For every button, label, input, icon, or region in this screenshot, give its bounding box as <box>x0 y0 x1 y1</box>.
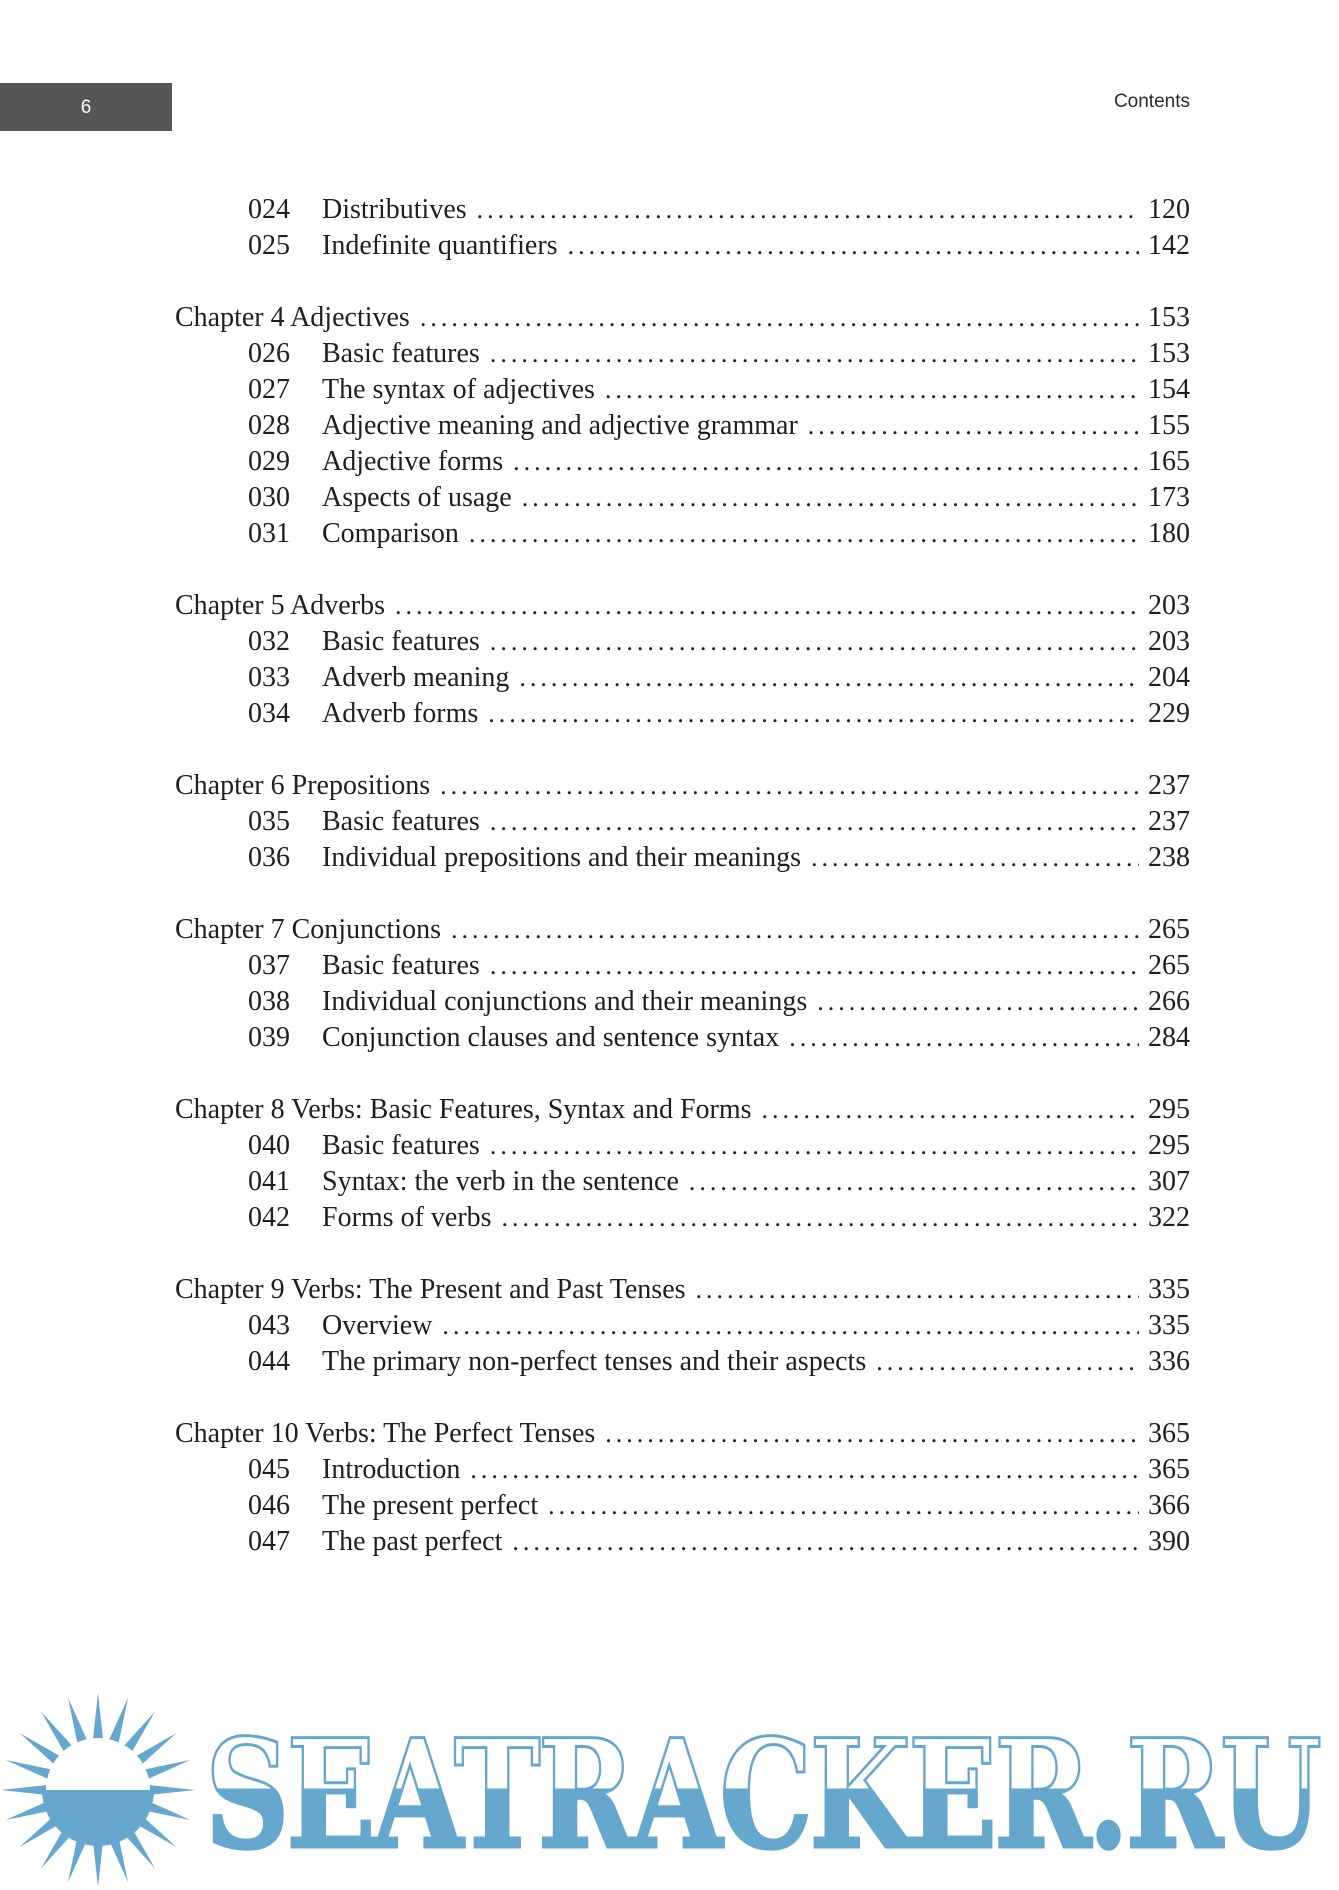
entry-number: 029 <box>248 446 290 477</box>
toc-section <box>175 588 1190 732</box>
dot-leader <box>420 300 1139 336</box>
toc-entry-row <box>175 444 1190 480</box>
entry-title: The present perfect <box>322 1490 539 1521</box>
entry-number: 034 <box>248 698 290 729</box>
entry-number: 035 <box>248 806 290 837</box>
toc-entry-row <box>175 1308 1190 1344</box>
toc-chapter-row <box>175 912 1190 948</box>
entry-title: Indefinite quantifiers <box>322 230 558 261</box>
entry-number: 046 <box>248 1490 290 1521</box>
entry-page-number: 295 <box>1148 1130 1190 1161</box>
dot-leader <box>519 660 1139 696</box>
dot-leader <box>470 1452 1139 1488</box>
entry-page-number: 365 <box>1148 1418 1190 1449</box>
dot-leader <box>469 516 1139 552</box>
entry-page-number: 204 <box>1148 662 1190 693</box>
entry-page-number: 203 <box>1148 626 1190 657</box>
entry-page-number: 153 <box>1148 338 1190 369</box>
entry-page-number: 238 <box>1148 842 1190 873</box>
toc-chapter-row <box>175 588 1190 624</box>
entry-page-number: 295 <box>1148 1094 1190 1125</box>
entry-number: 028 <box>248 410 290 441</box>
entry-title: Individual prepositions and their meanings <box>322 842 802 873</box>
dot-leader <box>490 804 1139 840</box>
entry-number: 025 <box>248 230 290 261</box>
entry-number: 043 <box>248 1310 290 1341</box>
toc-entry-row <box>175 804 1190 840</box>
dot-leader <box>762 1092 1139 1128</box>
dot-leader <box>490 336 1139 372</box>
toc-entry-row <box>175 840 1190 876</box>
entry-number: 040 <box>248 1130 290 1161</box>
entry-title: Conjunction clauses and sentence syntax <box>322 1022 780 1053</box>
entry-number: 039 <box>248 1022 290 1053</box>
entry-number: 032 <box>248 626 290 657</box>
dot-leader <box>451 912 1139 948</box>
toc-entry-row <box>175 1128 1190 1164</box>
dot-leader <box>811 840 1139 876</box>
dot-leader <box>522 480 1139 516</box>
toc-entry-row <box>175 480 1190 516</box>
entry-page-number: 154 <box>1148 374 1190 405</box>
entry-title: Basic features <box>322 1130 480 1161</box>
dot-leader <box>512 1524 1139 1560</box>
toc-chapter-row <box>175 1416 1190 1452</box>
watermark <box>0 1680 1339 1890</box>
dot-leader <box>442 1308 1139 1344</box>
watermark-text: SEATRACKER.RU <box>205 1708 1339 1883</box>
chapter-title: Chapter 7 Conjunctions <box>175 914 441 945</box>
entry-number: 045 <box>248 1454 290 1485</box>
entry-title: Aspects of usage <box>322 482 512 513</box>
entry-title: The primary non-perfect tenses and their aspects <box>322 1346 867 1377</box>
dot-leader <box>395 588 1139 624</box>
toc-section <box>175 912 1190 1056</box>
dot-leader <box>490 948 1139 984</box>
entry-page-number: 237 <box>1148 770 1190 801</box>
entry-number: 044 <box>248 1346 290 1377</box>
entry-number: 024 <box>248 194 290 225</box>
chapter-title: Chapter 5 Adverbs <box>175 590 385 621</box>
dot-leader <box>876 1344 1139 1380</box>
dot-leader <box>605 1416 1139 1452</box>
toc-entry-row <box>175 1020 1190 1056</box>
toc-entry-row <box>175 624 1190 660</box>
dot-leader <box>808 408 1139 444</box>
entry-title: Basic features <box>322 950 480 981</box>
entry-number: 031 <box>248 518 290 549</box>
toc-section <box>175 300 1190 552</box>
entry-page-number: 266 <box>1148 986 1190 1017</box>
dot-leader <box>502 1200 1139 1236</box>
dot-leader <box>513 444 1139 480</box>
toc-entry-row <box>175 408 1190 444</box>
dot-leader <box>488 696 1139 732</box>
entry-page-number: 173 <box>1148 482 1190 513</box>
toc-chapter-row <box>175 300 1190 336</box>
dot-leader <box>696 1272 1139 1308</box>
entry-title: Adverb forms <box>322 698 479 729</box>
entry-number: 038 <box>248 986 290 1017</box>
toc-section <box>175 768 1190 876</box>
entry-title: Introduction <box>322 1454 461 1485</box>
entry-page-number: 165 <box>1148 446 1190 477</box>
entry-title: Adverb meaning <box>322 662 510 693</box>
entry-page-number: 155 <box>1148 410 1190 441</box>
dot-leader <box>477 192 1139 228</box>
entry-page-number: 265 <box>1148 914 1190 945</box>
chapter-title: Chapter 6 Prepositions <box>175 770 431 801</box>
toc-entry-row <box>175 372 1190 408</box>
dot-leader <box>548 1488 1139 1524</box>
entry-title: Basic features <box>322 806 480 837</box>
entry-page-number: 390 <box>1148 1526 1190 1557</box>
entry-page-number: 265 <box>1148 950 1190 981</box>
entry-page-number: 365 <box>1148 1454 1190 1485</box>
page-number: 6 <box>80 96 92 118</box>
dot-leader <box>490 624 1139 660</box>
entry-page-number: 180 <box>1148 518 1190 549</box>
entry-title: Syntax: the verb in the sentence <box>322 1166 679 1197</box>
entry-page-number: 307 <box>1148 1166 1190 1197</box>
toc-entry-row <box>175 228 1190 264</box>
toc-entry-row <box>175 336 1190 372</box>
chapter-title: Chapter 9 Verbs: The Present and Past Tenses <box>175 1274 686 1305</box>
dot-leader <box>605 372 1139 408</box>
running-header: Contents <box>1113 91 1190 112</box>
toc-entry-row <box>175 1488 1190 1524</box>
entry-title: Distributives <box>322 194 467 225</box>
toc-section <box>175 192 1190 264</box>
toc-entry-row <box>175 1200 1190 1236</box>
entry-page-number: 237 <box>1148 806 1190 837</box>
entry-title: Basic features <box>322 338 480 369</box>
toc-chapter-row <box>175 768 1190 804</box>
entry-title: The syntax of adjectives <box>322 374 595 405</box>
entry-page-number: 336 <box>1148 1346 1190 1377</box>
entry-page-number: 335 <box>1148 1310 1190 1341</box>
entry-title: Adjective meaning and adjective grammar <box>322 410 798 441</box>
toc-entry-row <box>175 696 1190 732</box>
entry-page-number: 284 <box>1148 1022 1190 1053</box>
entry-number: 037 <box>248 950 290 981</box>
entry-page-number: 322 <box>1148 1202 1190 1233</box>
toc-entry-row <box>175 192 1190 228</box>
toc-entry-row <box>175 984 1190 1020</box>
entry-title: Comparison <box>322 518 459 549</box>
entry-page-number: 366 <box>1148 1490 1190 1521</box>
toc-entry-row <box>175 660 1190 696</box>
entry-title: Overview <box>322 1310 433 1341</box>
entry-page-number: 120 <box>1148 194 1190 225</box>
table-of-contents <box>175 192 1190 1596</box>
entry-page-number: 229 <box>1148 698 1190 729</box>
chapter-title: Chapter 10 Verbs: The Perfect Tenses <box>175 1418 596 1449</box>
entry-title: Basic features <box>322 626 480 657</box>
toc-entry-row <box>175 1524 1190 1560</box>
toc-chapter-row <box>175 1272 1190 1308</box>
entry-number: 041 <box>248 1166 290 1197</box>
toc-entry-row <box>175 516 1190 552</box>
toc-entry-row <box>175 1344 1190 1380</box>
entry-number: 026 <box>248 338 290 369</box>
toc-section <box>175 1416 1190 1560</box>
entry-page-number: 142 <box>1148 230 1190 261</box>
toc-section <box>175 1092 1190 1236</box>
entry-page-number: 335 <box>1148 1274 1190 1305</box>
toc-entry-row <box>175 948 1190 984</box>
dot-leader <box>789 1020 1139 1056</box>
dot-leader <box>689 1164 1139 1200</box>
entry-title: Individual conjunctions and their meanings <box>322 986 808 1017</box>
toc-chapter-row <box>175 1092 1190 1128</box>
entry-number: 042 <box>248 1202 290 1233</box>
toc-entry-row <box>175 1164 1190 1200</box>
entry-number: 030 <box>248 482 290 513</box>
dot-leader <box>817 984 1139 1020</box>
sun-over-sea-icon <box>0 1690 198 1890</box>
entry-title: The past perfect <box>322 1526 503 1557</box>
entry-number: 027 <box>248 374 290 405</box>
entry-title: Adjective forms <box>322 446 504 477</box>
chapter-title: Chapter 4 Adjectives <box>175 302 410 333</box>
entry-number: 033 <box>248 662 290 693</box>
chapter-title: Chapter 8 Verbs: Basic Features, Syntax and Forms <box>175 1094 752 1125</box>
entry-page-number: 203 <box>1148 590 1190 621</box>
dot-leader <box>568 228 1139 264</box>
entry-number: 036 <box>248 842 290 873</box>
entry-title: Forms of verbs <box>322 1202 492 1233</box>
dot-leader <box>490 1128 1139 1164</box>
dot-leader <box>440 768 1139 804</box>
entry-page-number: 153 <box>1148 302 1190 333</box>
page-number-tab <box>0 83 172 131</box>
entry-number: 047 <box>248 1526 290 1557</box>
toc-section <box>175 1272 1190 1380</box>
toc-entry-row <box>175 1452 1190 1488</box>
